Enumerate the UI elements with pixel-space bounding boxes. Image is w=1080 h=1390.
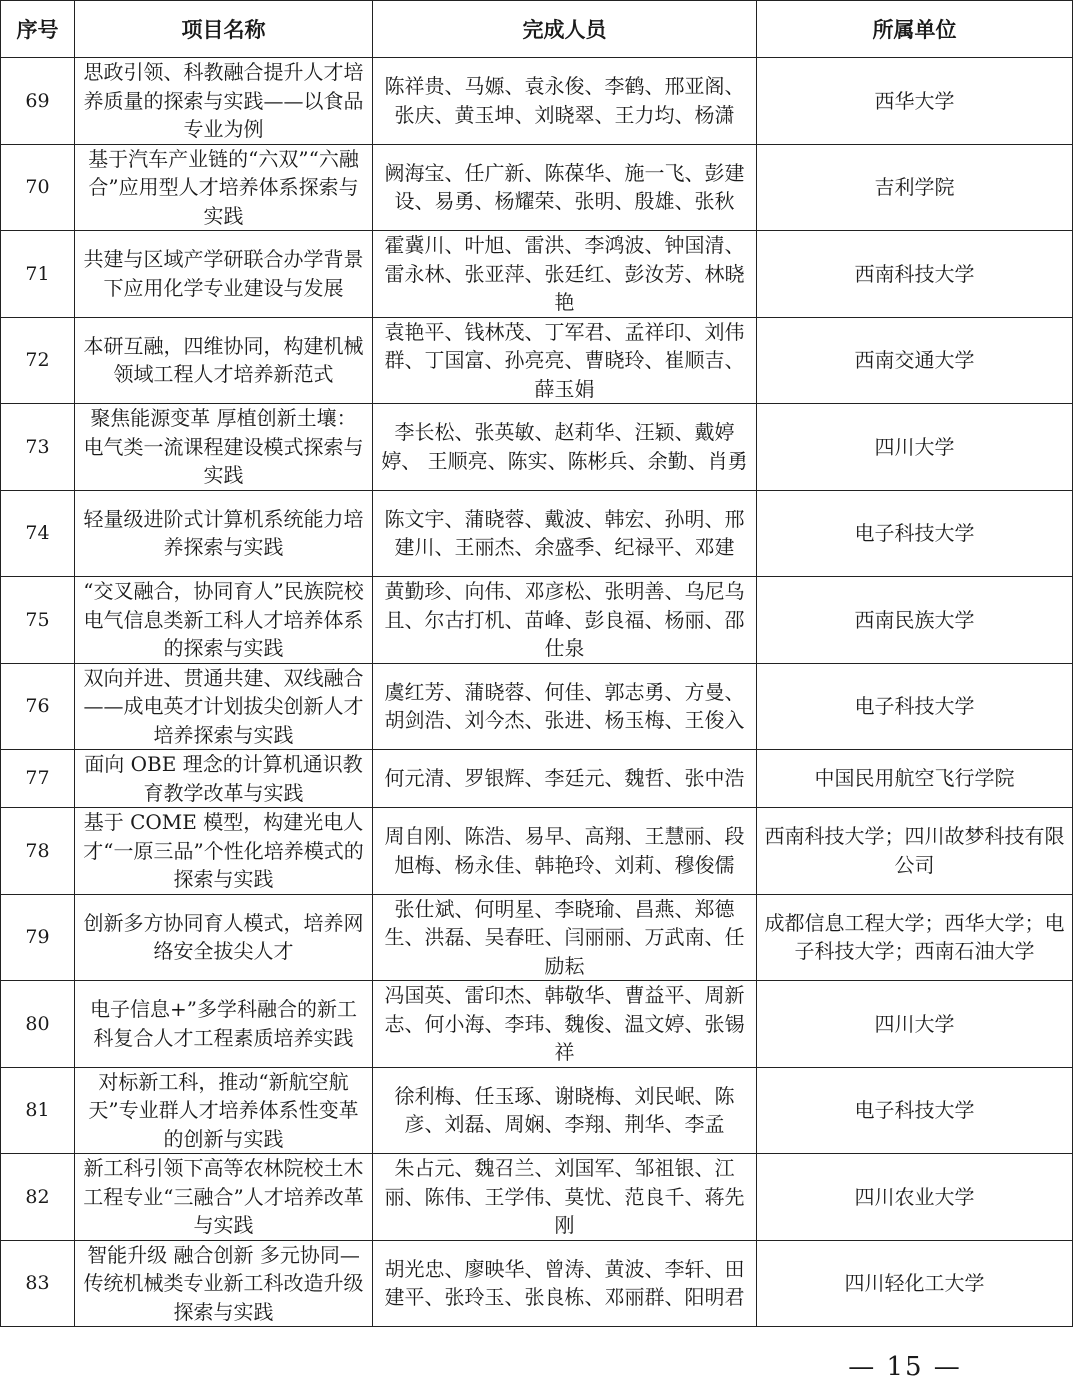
row-project-name: 轻量级进阶式计算机系统能力培养探索与实践: [75, 490, 373, 577]
table-row: [1, 1154, 1073, 1241]
row-members: 李长松、张英敏、赵莉华、汪颖、戴婷婷、 王顺亮、陈实、陈彬兵、余勤、肖勇: [373, 404, 757, 491]
table-row: [1, 894, 1073, 981]
row-unit: 西南交通大学: [757, 317, 1073, 404]
page-number: — 15 —: [848, 1352, 962, 1382]
row-project-name: 创新多方协同育人模式，培养网络安全拔尖人才: [75, 894, 373, 981]
header-row: [1, 1, 1073, 58]
row-unit: 电子科技大学: [757, 490, 1073, 577]
header-project-name: 项目名称: [75, 1, 373, 58]
row-no: 81: [1, 1067, 75, 1154]
header-no: 序号: [1, 1, 75, 58]
row-no: 73: [1, 404, 75, 491]
row-no: 77: [1, 750, 75, 808]
table-row: [1, 231, 1073, 318]
table-header: [1, 1, 1073, 58]
row-no: 83: [1, 1240, 75, 1327]
header-unit: 所属单位: [757, 1, 1073, 58]
row-members: 虞红芳、蒲晓蓉、何佳、郭志勇、方曼、胡剑浩、刘今杰、张进、杨玉梅、王俊入: [373, 663, 757, 750]
table-row: [1, 317, 1073, 404]
row-members: 阙海宝、任广新、陈葆华、施一飞、彭建设、易勇、杨耀荣、张明、殷雄、张秋: [373, 144, 757, 231]
table-body: [1, 58, 1073, 1327]
row-members: 冯国英、雷印杰、韩敬华、曹益平、周新志、何小海、李玮、魏俊、温文婷、张锡祥: [373, 981, 757, 1068]
row-unit: 西南科技大学；四川故梦科技有限公司: [757, 808, 1073, 895]
row-members: 胡光忠、廖映华、曾涛、黄波、李轩、田建平、张玲玉、张良栋、邓丽群、阳明君: [373, 1240, 757, 1327]
table-row: [1, 750, 1073, 808]
row-project-name: 思政引领、科教融合提升人才培养质量的探索与实践——以食品专业为例: [75, 58, 373, 145]
row-project-name: 聚焦能源变革 厚植创新土壤：电气类一流课程建设模式探索与实践: [75, 404, 373, 491]
row-project-name: 基于 COME 模型，构建光电人才“一原三品”个性化培养模式的探索与实践: [75, 808, 373, 895]
row-no: 75: [1, 577, 75, 664]
row-unit: 西南民族大学: [757, 577, 1073, 664]
row-no: 76: [1, 663, 75, 750]
row-no: 71: [1, 231, 75, 318]
row-no: 78: [1, 808, 75, 895]
row-unit: 四川农业大学: [757, 1154, 1073, 1241]
table-row: [1, 490, 1073, 577]
table-row: [1, 404, 1073, 491]
table-row: [1, 577, 1073, 664]
row-unit: 四川轻化工大学: [757, 1240, 1073, 1327]
row-members: 张仕斌、何明星、李晓瑜、昌燕、郑德生、洪磊、吴春旺、闫丽丽、万武南、任励耘: [373, 894, 757, 981]
row-unit: 中国民用航空飞行学院: [757, 750, 1073, 808]
row-unit: 四川大学: [757, 981, 1073, 1068]
row-unit: 成都信息工程大学；西华大学；电子科技大学；西南石油大学: [757, 894, 1073, 981]
row-no: 72: [1, 317, 75, 404]
row-project-name: 基于汽车产业链的“六双”“六融合”应用型人才培养体系探索与实践: [75, 144, 373, 231]
row-members: 陈祥贵、马嫄、袁永俊、李鹤、邢亚阁、张庆、黄玉坤、刘晓翠、王力均、杨潇: [373, 58, 757, 145]
row-members: 霍冀川、叶旭、雷洪、李鸿波、钟国清、雷永林、张亚萍、张廷红、彭汝芳、林晓艳: [373, 231, 757, 318]
row-project-name: 本研互融，四维协同，构建机械领域工程人才培养新范式: [75, 317, 373, 404]
row-project-name: 面向 OBE 理念的计算机通识教育教学改革与实践: [75, 750, 373, 808]
header-members: 完成人员: [373, 1, 757, 58]
row-unit: 四川大学: [757, 404, 1073, 491]
table-row: [1, 663, 1073, 750]
row-project-name: 新工科引领下高等农林院校土木工程专业“三融合”人才培养改革与实践: [75, 1154, 373, 1241]
row-project-name: 智能升级 融合创新 多元协同—传统机械类专业新工科改造升级探索与实践: [75, 1240, 373, 1327]
row-members: 朱占元、魏召兰、刘国军、邹祖银、江丽、陈伟、王学伟、莫忧、范良千、蒋先刚: [373, 1154, 757, 1241]
table-row: [1, 144, 1073, 231]
row-project-name: 电子信息+”多学科融合的新工科复合人才工程素质培养实践: [75, 981, 373, 1068]
row-project-name: “交叉融合，协同育人”民族院校电气信息类新工科人才培养体系的探索与实践: [75, 577, 373, 664]
table-row: [1, 1240, 1073, 1327]
row-no: 70: [1, 144, 75, 231]
row-members: 袁艳平、钱林茂、丁军君、孟祥印、刘伟群、丁国富、孙亮亮、曹晓玲、崔顺吉、薛玉娟: [373, 317, 757, 404]
row-project-name: 共建与区域产学研联合办学背景下应用化学专业建设与发展: [75, 231, 373, 318]
row-project-name: 对标新工科，推动“新航空航天”专业群人才培养体系性变革的创新与实践: [75, 1067, 373, 1154]
row-project-name: 双向并进、贯通共建、双线融合——成电英才计划拔尖创新人才培养探索与实践: [75, 663, 373, 750]
row-no: 80: [1, 981, 75, 1068]
row-members: 徐利梅、任玉琢、谢晓梅、刘民岷、陈彦、刘磊、周娴、李翔、荆华、李孟: [373, 1067, 757, 1154]
row-members: 周自刚、陈浩、易早、高翔、王慧丽、段旭梅、杨永佳、韩艳玲、刘莉、穆俊儒: [373, 808, 757, 895]
table-row: [1, 58, 1073, 145]
row-members: 陈文宇、蒲晓蓉、戴波、韩宏、孙明、邢建川、王丽杰、余盛季、纪禄平、邓建: [373, 490, 757, 577]
table-row: [1, 808, 1073, 895]
row-no: 82: [1, 1154, 75, 1241]
row-members: 黄勤珍、向伟、邓彦松、张明善、乌尼乌且、尔古打机、苗峰、彭良福、杨丽、邵仕泉: [373, 577, 757, 664]
row-no: 74: [1, 490, 75, 577]
table-row: [1, 1067, 1073, 1154]
table-row: [1, 981, 1073, 1068]
row-unit: 西南科技大学: [757, 231, 1073, 318]
row-unit: 电子科技大学: [757, 1067, 1073, 1154]
row-no: 79: [1, 894, 75, 981]
row-members: 何元清、罗银辉、李廷元、魏哲、张中浩: [373, 750, 757, 808]
row-no: 69: [1, 58, 75, 145]
row-unit: 吉利学院: [757, 144, 1073, 231]
row-unit: 电子科技大学: [757, 663, 1073, 750]
row-unit: 西华大学: [757, 58, 1073, 145]
